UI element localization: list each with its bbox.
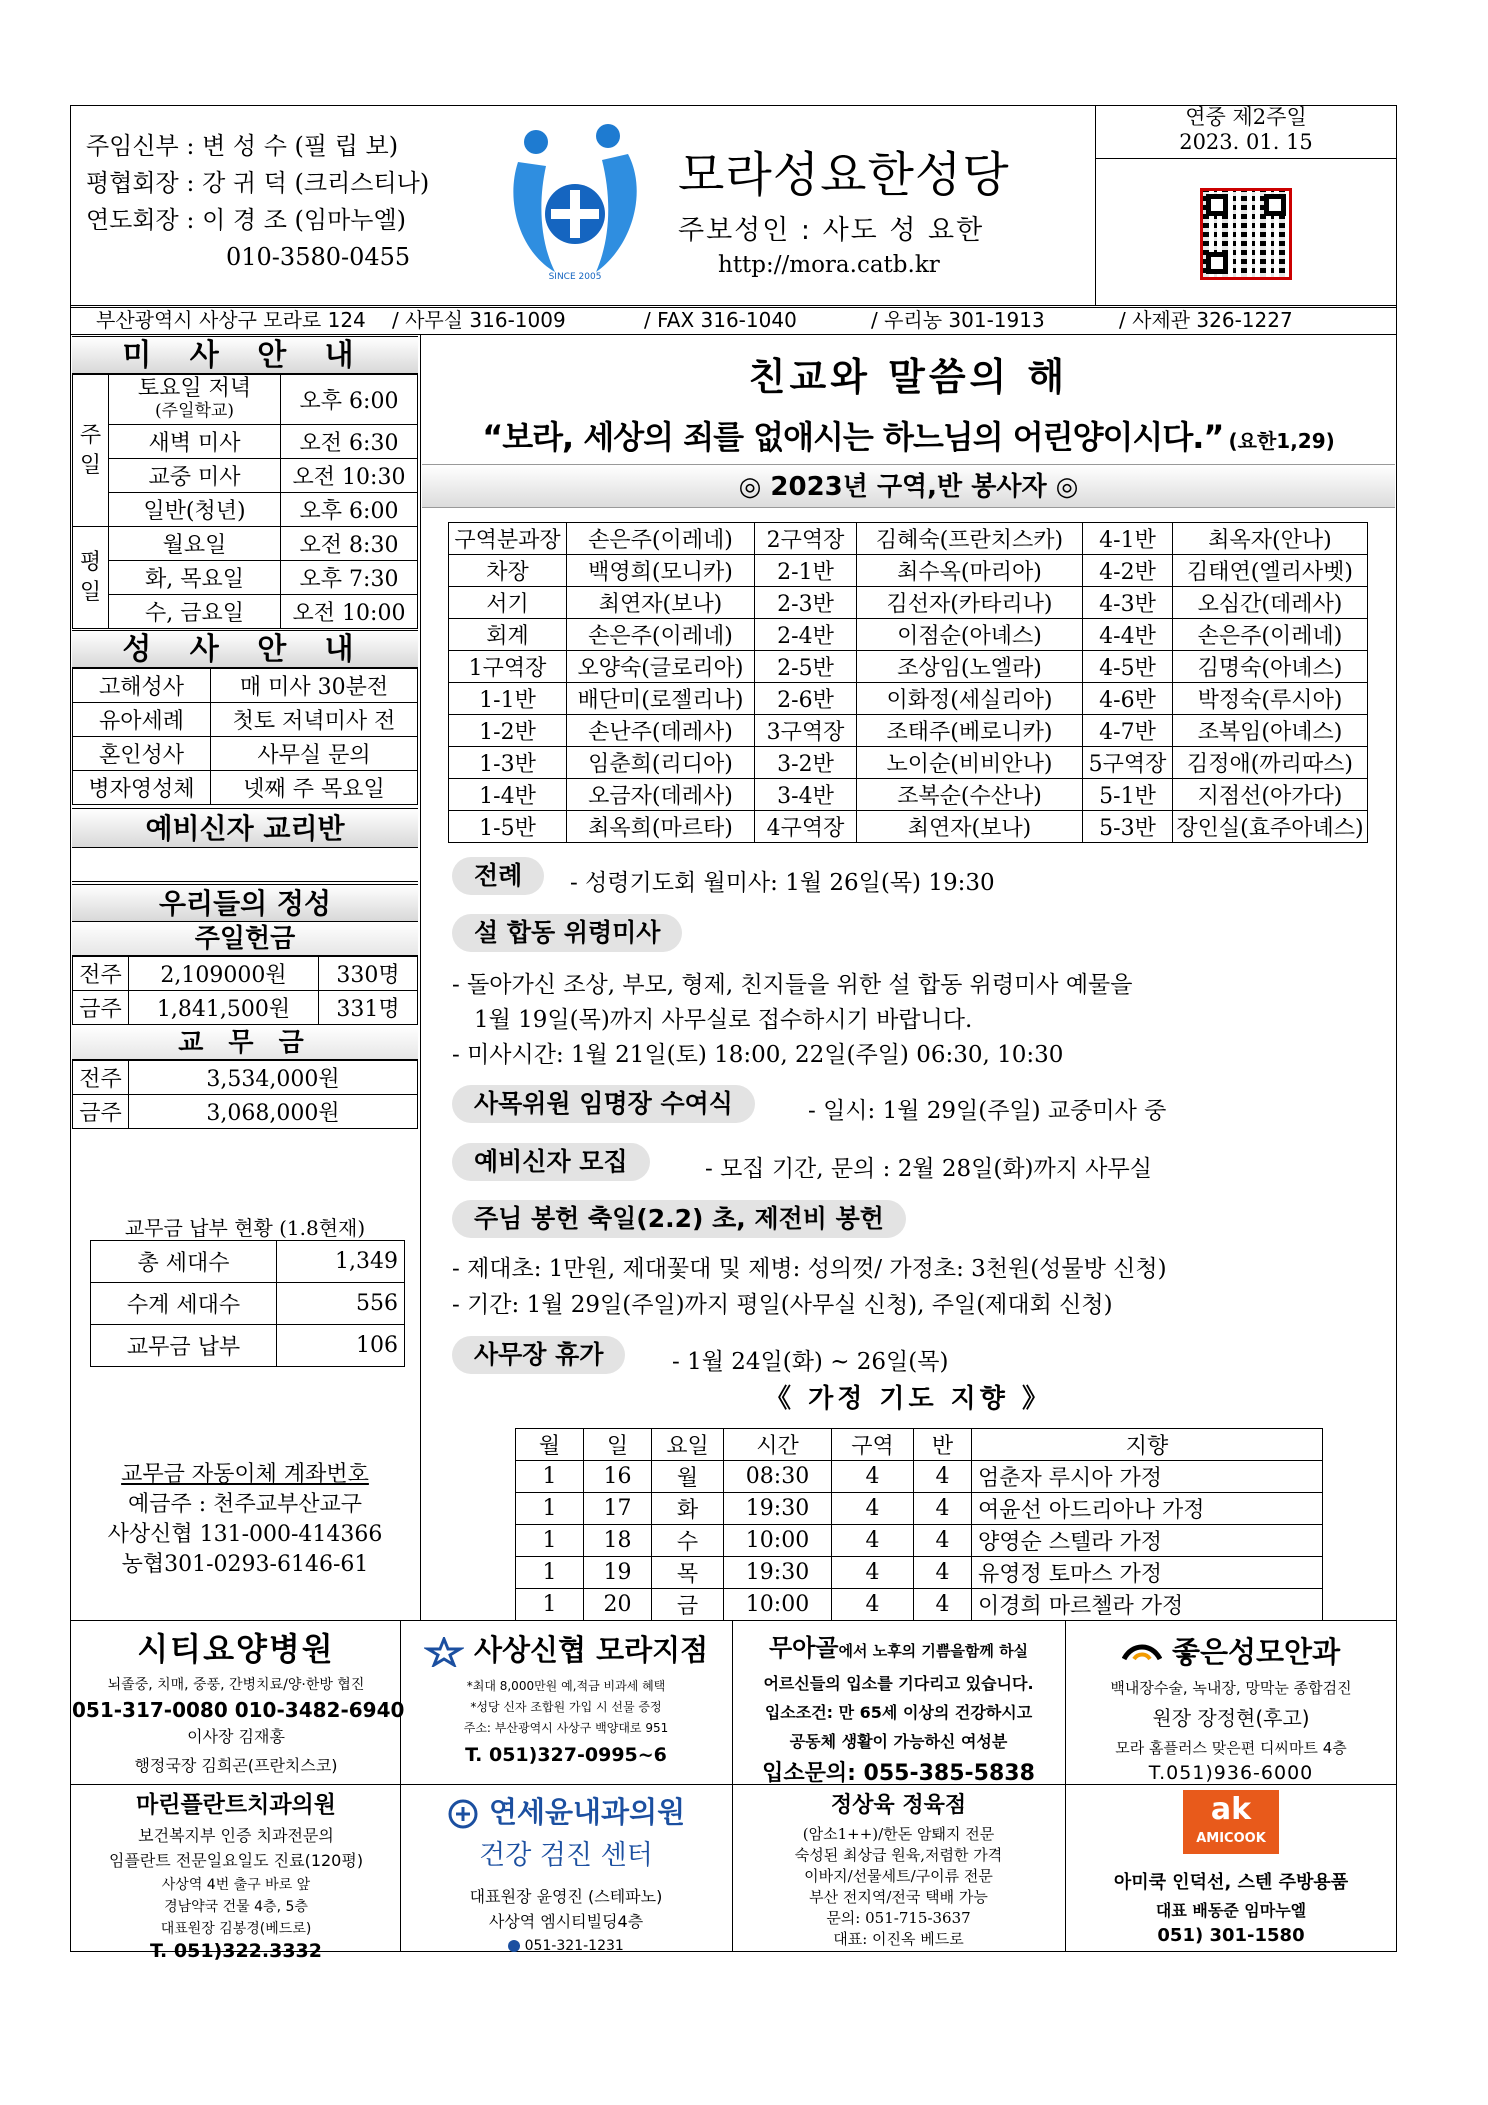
prayer-cell: 수 bbox=[652, 1525, 724, 1557]
prayer-cell: 10:00 bbox=[724, 1589, 832, 1621]
ad-line: 행정국장 김희곤(프란치스코) bbox=[134, 1756, 338, 1775]
volunteer-row bbox=[449, 747, 1368, 779]
mass-table bbox=[72, 374, 418, 629]
notice-title-liturgy: 전례 bbox=[452, 857, 544, 895]
volunteer-cell: 배단미(로젤리나) bbox=[567, 683, 755, 715]
ad-line-wrap bbox=[400, 1938, 732, 1954]
prayer-cell: 18 bbox=[584, 1525, 652, 1557]
prayer-header-cell: 월 bbox=[516, 1429, 584, 1461]
amicook-logo bbox=[1183, 1790, 1279, 1854]
ad-line: 경남약국 건물 4층, 5층 bbox=[164, 1899, 308, 1915]
mass-time: 오전 8:30 bbox=[281, 527, 418, 561]
mass-name: 일반(청년) bbox=[109, 493, 281, 527]
account-line: 사상신협 131-000-414366 bbox=[107, 1522, 383, 1547]
ad-line: 문의: 051-715-3637 bbox=[826, 1909, 971, 1927]
volunteer-cell: 서기 bbox=[449, 587, 567, 619]
notice-line: - 돌아가신 조상, 부모, 형제, 친지들을 위한 설 합동 위령미사 예물을 bbox=[452, 972, 1133, 998]
mass-title: 미 사 안 내 bbox=[72, 336, 418, 374]
volunteer-cell: 조복임(아녜스) bbox=[1173, 715, 1368, 747]
ad-line: 사상역 4번 출구 바로 앞 bbox=[161, 1877, 311, 1893]
prayer-header-row bbox=[516, 1429, 1323, 1461]
ad-title: 사상신협 모라지점 bbox=[473, 1633, 709, 1667]
volunteer-cell: 1구역장 bbox=[449, 651, 567, 683]
catechumen-empty-row bbox=[72, 848, 418, 882]
mass-name: 화, 목요일 bbox=[109, 561, 281, 595]
notice-line: - 기간: 1월 29일(주일)까지 평일(사무실 신청), 주일(제대회 신청) bbox=[452, 1292, 1113, 1318]
notice-line: - 제대초: 1만원, 제대꽃대 및 제병: 성의껏/ 가정초: 3천원(성물방 신청) bbox=[452, 1256, 1167, 1282]
ad-line: 부산 전지역/전국 택배 가능 bbox=[809, 1888, 988, 1906]
volunteer-cell: 김선자(카타리나) bbox=[857, 587, 1083, 619]
volunteer-row bbox=[449, 555, 1368, 587]
volunteer-row bbox=[449, 619, 1368, 651]
prayer-row bbox=[516, 1557, 1323, 1589]
mass-sub-text: (주일학교) bbox=[155, 400, 234, 421]
ad-line: 아미쿡 인덕선, 스텐 주방용품 bbox=[1113, 1872, 1349, 1893]
dues-status-title: 교무금 납부 현황 (1.8현재) bbox=[124, 1216, 366, 1240]
prayer-cell: 4 bbox=[914, 1589, 972, 1621]
ad-title: AMICOOK bbox=[1196, 1831, 1266, 1846]
account-info bbox=[72, 1460, 418, 1580]
mass-name: 월요일 bbox=[109, 527, 281, 561]
prayer-cell: 19 bbox=[584, 1557, 652, 1589]
amicook-logo-icon: ak bbox=[1210, 1792, 1252, 1827]
officer-list bbox=[86, 128, 429, 276]
account-title: 교무금 자동이체 계좌번호 bbox=[121, 1462, 369, 1487]
ad-title: 정상육 정육점 bbox=[830, 1792, 967, 1818]
ad-title: 마린플란트치과의원 bbox=[136, 1792, 336, 1818]
volunteer-cell: 오금자(데레사) bbox=[567, 779, 755, 811]
status-label: 수계 세대수 bbox=[91, 1283, 277, 1325]
volunteer-cell: 1-3반 bbox=[449, 747, 567, 779]
volunteer-cell: 김혜숙(프란치스카) bbox=[857, 523, 1083, 555]
prayer-row bbox=[516, 1525, 1323, 1557]
volunteer-cell: 2-5반 bbox=[755, 651, 857, 683]
ad-title-suffix: 에서 노후의 기쁨을함께 하실 bbox=[838, 1642, 1029, 1660]
prayer-header-cell: 시간 bbox=[724, 1429, 832, 1461]
prayer-cell: 이경희 마르첼라 가정 bbox=[972, 1589, 1323, 1621]
prayer-cell: 여윤선 아드리아나 가정 bbox=[972, 1493, 1323, 1525]
volunteer-cell: 1-1반 bbox=[449, 683, 567, 715]
prayer-row bbox=[516, 1493, 1323, 1525]
mass-time: 오후 6:00 bbox=[281, 493, 418, 527]
prayer-row bbox=[516, 1461, 1323, 1493]
volunteer-cell: 구역분과장 bbox=[449, 523, 567, 555]
volunteer-row bbox=[449, 683, 1368, 715]
ad-subtitle: 건강 검진 센터 bbox=[479, 1840, 653, 1871]
volunteer-cell: 1-4반 bbox=[449, 779, 567, 811]
notice-line: - 모집 기간, 문의 : 2월 28일(화)까지 사무실 bbox=[705, 1156, 1152, 1182]
notice-title-presentation-feast: 주님 봉헌 축일(2.2) 초, 제전비 봉헌 bbox=[452, 1200, 906, 1238]
logo-since: SINCE 2005 bbox=[548, 272, 602, 282]
prayer-cell: 4 bbox=[914, 1557, 972, 1589]
ad-line: 사상역 엠시티빌딩4층 bbox=[488, 1912, 644, 1931]
officer-role: 주임신부 bbox=[86, 132, 179, 160]
ad-city-hospital[interactable] bbox=[72, 1624, 405, 1776]
officer-baptismal: (필 립 보) bbox=[294, 132, 399, 160]
volunteer-cell: 김태연(엘리사벳) bbox=[1173, 555, 1368, 587]
volunteer-cell: 김정애(까리따스) bbox=[1173, 747, 1368, 779]
prayer-cell: 4 bbox=[914, 1461, 972, 1493]
sacrament-title: 성 사 안 내 bbox=[72, 630, 418, 668]
notice-title-memorial-mass: 설 합동 위령미사 bbox=[452, 914, 682, 952]
officer-baptismal: (크리스티나) bbox=[294, 169, 430, 197]
officer-row: 연도회장 : 이 경 조 (임마누엘) bbox=[86, 206, 407, 234]
ad-line: 어르신들의 입소를 기다리고 있습니다. bbox=[763, 1674, 1034, 1693]
volunteer-cell: 백영희(모니카) bbox=[567, 555, 755, 587]
sunday-offering-table bbox=[72, 956, 418, 1025]
family-prayer-table bbox=[515, 1428, 1323, 1621]
ad-line: 이사장 김재홍 bbox=[187, 1727, 285, 1746]
status-value: 556 bbox=[277, 1283, 405, 1325]
sunday-offering-title: 주일헌금 bbox=[72, 922, 418, 956]
volunteer-row bbox=[449, 811, 1368, 843]
volunteer-cell: 최수옥(마리아) bbox=[857, 555, 1083, 587]
volunteer-cell: 3-2반 bbox=[755, 747, 857, 779]
volunteer-cell: 최연자(보나) bbox=[567, 587, 755, 619]
volunteer-cell: 조상임(노엘라) bbox=[857, 651, 1083, 683]
prayer-cell: 유영정 토마스 가정 bbox=[972, 1557, 1323, 1589]
dues-label: 금주 bbox=[73, 1095, 129, 1129]
volunteer-row bbox=[449, 715, 1368, 747]
ad-line: 보건복지부 인증 치과전문의 bbox=[138, 1826, 334, 1845]
parish-url[interactable]: http://mora.catb.kr bbox=[718, 252, 940, 278]
volunteer-cell: 4-6반 bbox=[1083, 683, 1173, 715]
sacrament-info: 첫토 저녁미사 전 bbox=[211, 703, 418, 737]
volunteer-cell: 5-3반 bbox=[1083, 811, 1173, 843]
prayer-header-cell: 지향 bbox=[972, 1429, 1323, 1461]
volunteer-cell: 2구역장 bbox=[755, 523, 857, 555]
credit-union-logo-icon bbox=[424, 1637, 464, 1667]
prayer-cell: 목 bbox=[652, 1557, 724, 1589]
prayer-cell: 4 bbox=[832, 1557, 914, 1589]
volunteer-cell: 5구역장 bbox=[1083, 747, 1173, 779]
verse-text: “보라, 세상의 죄를 없애시는 하느님의 어린양이시다.” bbox=[482, 418, 1224, 456]
prayer-cell: 4 bbox=[914, 1493, 972, 1525]
sacrament-name: 병자영성체 bbox=[73, 771, 211, 805]
prayer-cell: 1 bbox=[516, 1525, 584, 1557]
volunteer-cell: 1-5반 bbox=[449, 811, 567, 843]
ad-line: T. 051)327-0995~6 bbox=[465, 1744, 667, 1766]
sacrament-info: 넷째 주 목요일 bbox=[211, 771, 418, 805]
ad-nursing-home[interactable] bbox=[732, 1628, 1065, 1787]
ad-line: 백내장수술, 녹내장, 망막눈 종합검진 bbox=[1110, 1679, 1352, 1697]
ad-title-wrap bbox=[400, 1628, 732, 1669]
volunteer-cell: 최옥희(마르타) bbox=[567, 811, 755, 843]
ad-amicook[interactable] bbox=[1065, 1790, 1397, 1946]
mass-time: 오전 10:30 bbox=[281, 459, 418, 493]
ad-line: 대표원장 김봉경(베드로) bbox=[160, 1921, 312, 1937]
year-theme: 친교와 말씀의 해 bbox=[748, 355, 1069, 399]
notice-line: - 1월 24일(화) ~ 26일(목) bbox=[672, 1349, 949, 1375]
issue-date: 2023. 01. 15 bbox=[1179, 130, 1313, 154]
volunteer-cell: 4-1반 bbox=[1083, 523, 1173, 555]
prayer-cell: 16 bbox=[584, 1461, 652, 1493]
prayer-cell: 4 bbox=[832, 1525, 914, 1557]
volunteer-cell: 장인실(효주아녜스) bbox=[1173, 811, 1368, 843]
offering-amount: 2,109000원 bbox=[129, 957, 319, 991]
notice-line: - 미사시간: 1월 21일(토) 18:00, 22일(주일) 06:30, 10:30 bbox=[452, 1042, 1064, 1068]
volunteer-cell: 지점선(아가다) bbox=[1173, 779, 1368, 811]
ad-line: 모라 홈플러스 맞은편 디씨마트 4층 bbox=[1115, 1739, 1347, 1757]
ad-sasang-credit-union[interactable] bbox=[400, 1628, 732, 1766]
volunteer-cell: 최연자(보나) bbox=[857, 811, 1083, 843]
prayer-cell: 화 bbox=[652, 1493, 724, 1525]
prayer-cell: 19:30 bbox=[724, 1493, 832, 1525]
officer-name: 변 성 수 bbox=[202, 132, 287, 160]
officer-name: 이 경 조 bbox=[202, 206, 287, 234]
offering-label: 전주 bbox=[73, 957, 129, 991]
verse-reference: (요한1,29) bbox=[1228, 429, 1335, 453]
notice-line: - 성령기도회 월미사: 1월 26일(목) 19:30 bbox=[570, 870, 995, 896]
ad-line: (암소1++)/한돈 암퇘지 전문 bbox=[802, 1825, 995, 1843]
volunteer-cell: 2-6반 bbox=[755, 683, 857, 715]
catechumen-title: 예비신자 교리반 bbox=[72, 808, 418, 848]
prayer-cell: 금 bbox=[652, 1589, 724, 1621]
urinong-phone: / 우리농 301-1913 bbox=[871, 308, 1045, 332]
officer-role: 연도회장 bbox=[86, 206, 179, 234]
volunteer-cell: 오심간(데레사) bbox=[1173, 587, 1368, 619]
offering-title: 우리들의 정성 bbox=[72, 884, 418, 922]
parish-name: 모라성요한성당 bbox=[678, 147, 1010, 203]
ad-line: 입소조건: 만 65세 이상의 건강하시고 bbox=[764, 1703, 1033, 1722]
divider bbox=[420, 334, 421, 1620]
ad-line: 뇌졸중, 치매, 중풍, 간병치료/양·한방 협진 bbox=[107, 1677, 365, 1693]
volunteer-row bbox=[449, 779, 1368, 811]
volunteer-cell: 임춘희(리디아) bbox=[567, 747, 755, 779]
mass-name: 교중 미사 bbox=[109, 459, 281, 493]
prayer-cell: 4 bbox=[914, 1525, 972, 1557]
volunteer-cell: 차장 bbox=[449, 555, 567, 587]
dues-table bbox=[72, 1060, 418, 1129]
divider bbox=[1095, 158, 1397, 159]
volunteer-cell: 이점순(아녜스) bbox=[857, 619, 1083, 651]
prayer-cell: 양영순 스텔라 가정 bbox=[972, 1525, 1323, 1557]
prayer-header-cell: 반 bbox=[914, 1429, 972, 1461]
volunteer-title: ◎ 2023년 구역,반 봉사자 ◎ bbox=[422, 464, 1395, 508]
volunteer-cell: 4-3반 bbox=[1083, 587, 1173, 619]
volunteer-cell: 손난주(데레사) bbox=[567, 715, 755, 747]
dues-status-table bbox=[90, 1240, 405, 1367]
ad-line: 입소문의: 055-385-5838 bbox=[762, 1761, 1035, 1786]
volunteer-cell: 2-4반 bbox=[755, 619, 857, 651]
prayer-cell: 월 bbox=[652, 1461, 724, 1493]
status-label: 총 세대수 bbox=[91, 1241, 277, 1283]
prayer-cell: 1 bbox=[516, 1589, 584, 1621]
prayer-cell: 20 bbox=[584, 1589, 652, 1621]
volunteer-row bbox=[449, 523, 1368, 555]
dues-title: 교 무 금 bbox=[72, 1026, 418, 1060]
mass-group-label: 평일 bbox=[73, 527, 109, 629]
officer-baptismal: (임마누엘) bbox=[294, 206, 407, 234]
phone-icon bbox=[508, 1940, 520, 1952]
prayer-cell: 4 bbox=[832, 1493, 914, 1525]
volunteer-row bbox=[449, 587, 1368, 619]
prayer-cell: 1 bbox=[516, 1557, 584, 1589]
volunteer-cell: 노이순(비비안나) bbox=[857, 747, 1083, 779]
volunteer-cell: 2-1반 bbox=[755, 555, 857, 587]
ad-title: 시티요양병원 bbox=[137, 1630, 335, 1668]
sacrament-name: 고해성사 bbox=[73, 669, 211, 703]
volunteer-cell: 최옥자(안나) bbox=[1173, 523, 1368, 555]
contact-bar bbox=[96, 307, 1396, 334]
ad-dental-clinic[interactable] bbox=[72, 1786, 400, 1962]
ad-title: 연세윤내과의원 bbox=[489, 1795, 686, 1829]
prayer-header-cell: 일 bbox=[584, 1429, 652, 1461]
account-line: 예금주 : 천주교부산교구 bbox=[128, 1492, 362, 1517]
ad-line: 051) 301-1580 bbox=[1157, 1925, 1305, 1946]
prayer-cell: 1 bbox=[516, 1493, 584, 1525]
mass-name: 새벽 미사 bbox=[109, 425, 281, 459]
volunteer-cell: 2-3반 bbox=[755, 587, 857, 619]
volunteer-cell: 3구역장 bbox=[755, 715, 857, 747]
volunteer-cell: 김명숙(아녜스) bbox=[1173, 651, 1368, 683]
divider bbox=[70, 305, 1397, 306]
divider bbox=[70, 334, 1397, 335]
ad-line: *최대 8,000만원 예,적금 비과세 혜택 bbox=[466, 1679, 666, 1693]
family-prayer-title: 《 가정 기도 지향 》 bbox=[765, 1384, 1052, 1414]
volunteer-cell: 손은주(이레네) bbox=[1173, 619, 1368, 651]
sacrament-name: 유아세례 bbox=[73, 703, 211, 737]
prayer-cell: 10:00 bbox=[724, 1525, 832, 1557]
volunteer-cell: 조태주(베로니카) bbox=[857, 715, 1083, 747]
prayer-cell: 19:30 bbox=[724, 1557, 832, 1589]
address: 부산광역시 사상구 모라로 124 bbox=[96, 308, 366, 332]
notice-line: - 일시: 1월 29일(주일) 교중미사 중 bbox=[808, 1098, 1167, 1124]
volunteer-cell: 4-5반 bbox=[1083, 651, 1173, 683]
clinic-logo-icon bbox=[447, 1798, 479, 1830]
ad-line: 051-317-0080 010-3482-6940 bbox=[72, 1698, 405, 1722]
ad-title: 무아골 bbox=[768, 1634, 839, 1662]
ad-line: 임플란트 전문일요일도 진료(120평) bbox=[108, 1851, 364, 1870]
parish-logo bbox=[510, 122, 640, 287]
scripture-verse bbox=[420, 412, 1397, 458]
parish-logo-icon bbox=[510, 122, 640, 287]
officer-row: 평협회장 : 강 귀 덕 (크리스티나) bbox=[86, 169, 430, 197]
prayer-cell: 4 bbox=[832, 1589, 914, 1621]
notice-title-office-leave: 사무장 휴가 bbox=[452, 1336, 625, 1374]
sacrament-table bbox=[72, 668, 418, 805]
ad-line: 공동체 생활이 가능하신 여성분 bbox=[789, 1732, 1008, 1751]
ad-line: 대표원장 윤영진 (스테파노) bbox=[469, 1887, 663, 1906]
dues-amount: 3,534,000원 bbox=[129, 1061, 418, 1095]
volunteer-cell: 조복순(수산나) bbox=[857, 779, 1083, 811]
ad-line: 051-321-1231 bbox=[524, 1938, 624, 1954]
volunteer-cell: 이화정(세실리아) bbox=[857, 683, 1083, 715]
volunteer-cell: 3-4반 bbox=[755, 779, 857, 811]
volunteer-cell: 5-1반 bbox=[1083, 779, 1173, 811]
ad-butcher-shop[interactable] bbox=[732, 1788, 1065, 1949]
volunteer-cell: 4-7반 bbox=[1083, 715, 1173, 747]
account-line: 농협301-0293-6146-61 bbox=[121, 1552, 369, 1577]
offering-label: 금주 bbox=[73, 991, 129, 1025]
volunteer-cell: 4구역장 bbox=[755, 811, 857, 843]
mass-name-text: 토요일 저녁 bbox=[137, 375, 252, 401]
officer-name: 강 귀 덕 bbox=[202, 169, 287, 197]
dues-label: 전주 bbox=[73, 1061, 129, 1095]
offering-amount: 1,841,500원 bbox=[129, 991, 319, 1025]
mass-group-label: 주일 bbox=[73, 375, 109, 527]
ad-eye-clinic[interactable] bbox=[1065, 1630, 1397, 1784]
mass-name: 수, 금요일 bbox=[109, 595, 281, 629]
volunteer-cell: 손은주(이레네) bbox=[567, 619, 755, 651]
offering-count: 331명 bbox=[319, 991, 418, 1025]
ad-title: 좋은성모안과 bbox=[1172, 1635, 1341, 1669]
ad-line: 주소: 부산광역시 사상구 백양대로 951 bbox=[463, 1721, 669, 1735]
prayer-cell: 4 bbox=[832, 1461, 914, 1493]
status-label: 교무금 납부 bbox=[91, 1325, 277, 1367]
volunteer-table bbox=[448, 522, 1368, 843]
offering-count: 330명 bbox=[319, 957, 418, 991]
volunteer-cell: 박정숙(루시아) bbox=[1173, 683, 1368, 715]
fax: / FAX 316-1040 bbox=[644, 308, 797, 332]
qr-code-icon[interactable] bbox=[1200, 188, 1292, 280]
mass-time: 오전 6:30 bbox=[281, 425, 418, 459]
ad-title-wrap bbox=[400, 1790, 732, 1831]
ad-line: 대표: 이진옥 베드로 bbox=[833, 1930, 964, 1948]
ad-line: T.051)936-6000 bbox=[1148, 1762, 1314, 1784]
ad-line: *성당 신자 조합원 가입 시 선물 증정 bbox=[470, 1700, 662, 1714]
status-value: 1,349 bbox=[277, 1241, 405, 1283]
ad-line: 이바지/선물세트/구이류 전문 bbox=[804, 1867, 993, 1885]
volunteer-cell: 4-4반 bbox=[1083, 619, 1173, 651]
notice-line: 1월 19일(목)까지 사무실로 접수하시기 바랍니다. bbox=[474, 1007, 973, 1033]
mass-time: 오전 10:00 bbox=[281, 595, 418, 629]
prayer-cell: 17 bbox=[584, 1493, 652, 1525]
prayer-cell: 엄춘자 루시아 가정 bbox=[972, 1461, 1323, 1493]
volunteer-row bbox=[449, 651, 1368, 683]
mass-time: 오후 6:00 bbox=[281, 375, 418, 425]
sacrament-name: 혼인성사 bbox=[73, 737, 211, 771]
officer-phone: 010-3580-0455 bbox=[226, 243, 411, 271]
prayer-header-cell: 구역 bbox=[832, 1429, 914, 1461]
ad-internal-medicine[interactable] bbox=[400, 1790, 732, 1954]
office-phone: / 사무실 316-1009 bbox=[392, 308, 566, 332]
sacrament-info: 사무실 문의 bbox=[211, 737, 418, 771]
week-label: 연중 제2주일 bbox=[1185, 105, 1307, 129]
issue-info bbox=[1095, 105, 1397, 155]
rectory-phone: / 사제관 326-1227 bbox=[1119, 308, 1293, 332]
patron-saint: 주보성인 : 사도 성 요한 bbox=[678, 215, 985, 246]
sacrament-info: 매 미사 30분전 bbox=[211, 669, 418, 703]
volunteer-cell: 오양숙(글로리아) bbox=[567, 651, 755, 683]
prayer-header-cell: 요일 bbox=[652, 1429, 724, 1461]
officer-row: 주임신부 : 변 성 수 (필 립 보) bbox=[86, 132, 399, 160]
notice-title-appointment: 사목위원 임명장 수여식 bbox=[452, 1085, 755, 1123]
volunteer-cell: 1-2반 bbox=[449, 715, 567, 747]
ad-line: 원장 장정현(후고) bbox=[1152, 1706, 1310, 1730]
prayer-cell: 08:30 bbox=[724, 1461, 832, 1493]
ad-title-wrap bbox=[732, 1628, 1065, 1663]
prayer-row bbox=[516, 1589, 1323, 1621]
status-value: 106 bbox=[277, 1325, 405, 1367]
ad-line: T. 051)322.3332 bbox=[149, 1940, 322, 1962]
prayer-cell: 1 bbox=[516, 1461, 584, 1493]
ad-line: 대표 배동준 임마누엘 bbox=[1155, 1901, 1307, 1920]
volunteer-cell: 4-2반 bbox=[1083, 555, 1173, 587]
notice-title-catechumen: 예비신자 모집 bbox=[452, 1143, 650, 1181]
dues-amount: 3,068,000원 bbox=[129, 1095, 418, 1129]
ad-line: 숙성된 최상급 원육,저렴한 가격 bbox=[794, 1846, 1003, 1864]
ad-title-wrap bbox=[1065, 1630, 1397, 1671]
eye-clinic-logo-icon bbox=[1122, 1641, 1162, 1667]
volunteer-cell: 손은주(이레네) bbox=[567, 523, 755, 555]
mass-name bbox=[109, 375, 281, 425]
volunteer-cell: 회계 bbox=[449, 619, 567, 651]
officer-role: 평협회장 bbox=[86, 169, 179, 197]
mass-time: 오후 7:30 bbox=[281, 561, 418, 595]
